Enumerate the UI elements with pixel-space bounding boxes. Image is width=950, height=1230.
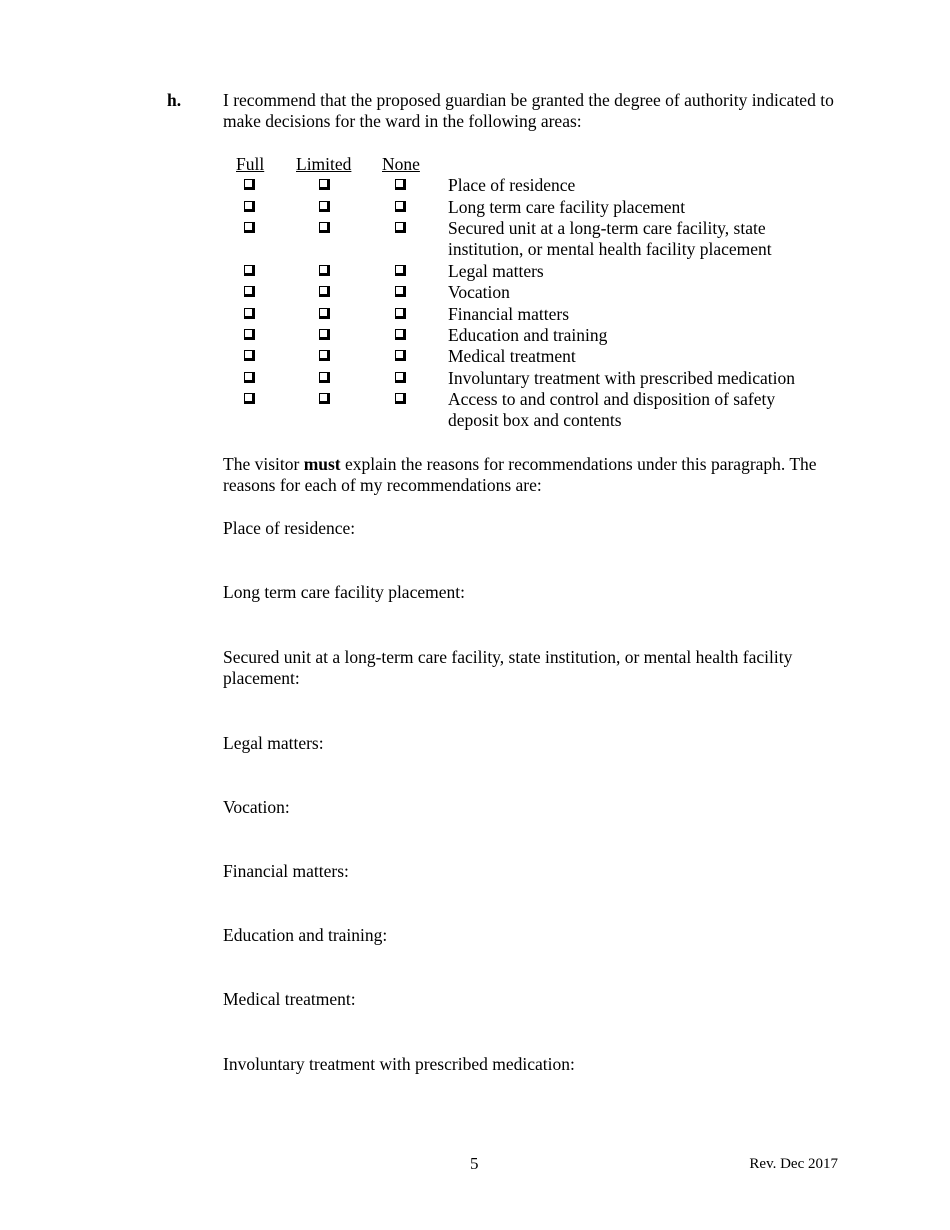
- none-checkbox[interactable]: [395, 393, 406, 404]
- authority-row-involuntary-treatment: [0, 368, 950, 389]
- full-checkbox[interactable]: [244, 393, 255, 404]
- authority-row-financial-matters: [0, 304, 950, 325]
- page-number: 5: [470, 1154, 479, 1173]
- visitor-emphasis: must: [303, 454, 341, 474]
- area-label: Long term care facility placement: [448, 197, 686, 217]
- column-header-full: Full: [236, 154, 265, 174]
- visitor-text-start: The visitor: [223, 454, 304, 474]
- authority-row-vocation: [0, 282, 950, 303]
- area-label: Secured unit at a long-term care facility, state institution, or mental health facility placement: [448, 218, 772, 259]
- limited-checkbox[interactable]: [319, 372, 330, 383]
- limited-checkbox[interactable]: [319, 179, 330, 190]
- reason-medical-treatment: Medical treatment:: [223, 989, 356, 1009]
- area-label: Financial matters: [448, 304, 570, 324]
- visitor-text-end: explain the reasons for recommendations under this paragraph. The reasons for each of my recommendations are:: [223, 454, 817, 495]
- none-checkbox[interactable]: [395, 329, 406, 340]
- reason-place-of-residence: Place of residence:: [223, 518, 356, 538]
- area-label: Vocation: [448, 282, 510, 302]
- limited-checkbox[interactable]: [319, 329, 330, 340]
- full-checkbox[interactable]: [244, 286, 255, 297]
- full-checkbox[interactable]: [244, 350, 255, 361]
- area-label: Medical treatment: [448, 346, 576, 366]
- section-marker: h.: [167, 90, 182, 110]
- revision-date: Rev. Dec 2017: [749, 1156, 838, 1172]
- authority-row-legal-matters: [0, 261, 950, 282]
- area-label: Place of residence: [448, 175, 576, 195]
- none-checkbox[interactable]: [395, 201, 406, 212]
- limited-checkbox[interactable]: [319, 265, 330, 276]
- none-checkbox[interactable]: [395, 350, 406, 361]
- visitor-instructions: [223, 454, 848, 496]
- area-label: Education and training: [448, 325, 608, 345]
- limited-checkbox[interactable]: [319, 222, 330, 233]
- reason-long-term-care: Long term care facility placement:: [223, 582, 465, 602]
- none-checkbox[interactable]: [395, 308, 406, 319]
- full-checkbox[interactable]: [244, 308, 255, 319]
- full-checkbox[interactable]: [244, 201, 255, 212]
- authority-row-secured-unit: [0, 218, 950, 259]
- full-checkbox[interactable]: [244, 222, 255, 233]
- area-label: Access to and control and disposition of safety deposit box and contents: [448, 389, 776, 430]
- column-header-none: None: [382, 154, 420, 174]
- area-label: Involuntary treatment with prescribed medication: [448, 368, 795, 388]
- reason-vocation: Vocation:: [223, 797, 290, 817]
- none-checkbox[interactable]: [395, 265, 406, 276]
- limited-checkbox[interactable]: [319, 393, 330, 404]
- reason-involuntary-treatment: Involuntary treatment with prescribed medication:: [223, 1054, 575, 1074]
- limited-checkbox[interactable]: [319, 201, 330, 212]
- none-checkbox[interactable]: [395, 286, 406, 297]
- authority-row-place-of-residence: [0, 175, 950, 196]
- authority-row-education: [0, 325, 950, 346]
- authority-row-safety-deposit-box: [0, 389, 950, 430]
- reason-secured-unit: Secured unit at a long-term care facility, state institution, or mental health facility placement:: [223, 647, 793, 688]
- limited-checkbox[interactable]: [319, 350, 330, 361]
- full-checkbox[interactable]: [244, 372, 255, 383]
- full-checkbox[interactable]: [244, 179, 255, 190]
- limited-checkbox[interactable]: [319, 286, 330, 297]
- reason-education: Education and training:: [223, 925, 388, 945]
- full-checkbox[interactable]: [244, 265, 255, 276]
- column-header-limited: Limited: [296, 154, 352, 174]
- none-checkbox[interactable]: [395, 179, 406, 190]
- reason-financial-matters: Financial matters:: [223, 861, 349, 881]
- limited-checkbox[interactable]: [319, 308, 330, 319]
- none-checkbox[interactable]: [395, 372, 406, 383]
- authority-row-medical-treatment: [0, 346, 950, 367]
- full-checkbox[interactable]: [244, 329, 255, 340]
- reason-legal-matters: Legal matters:: [223, 733, 324, 753]
- authority-row-long-term-care: [0, 197, 950, 218]
- area-label: Legal matters: [448, 261, 544, 281]
- none-checkbox[interactable]: [395, 222, 406, 233]
- intro-paragraph: I recommend that the proposed guardian be granted the degree of authority indicated to make decisions for the ward in the following areas:: [223, 90, 834, 131]
